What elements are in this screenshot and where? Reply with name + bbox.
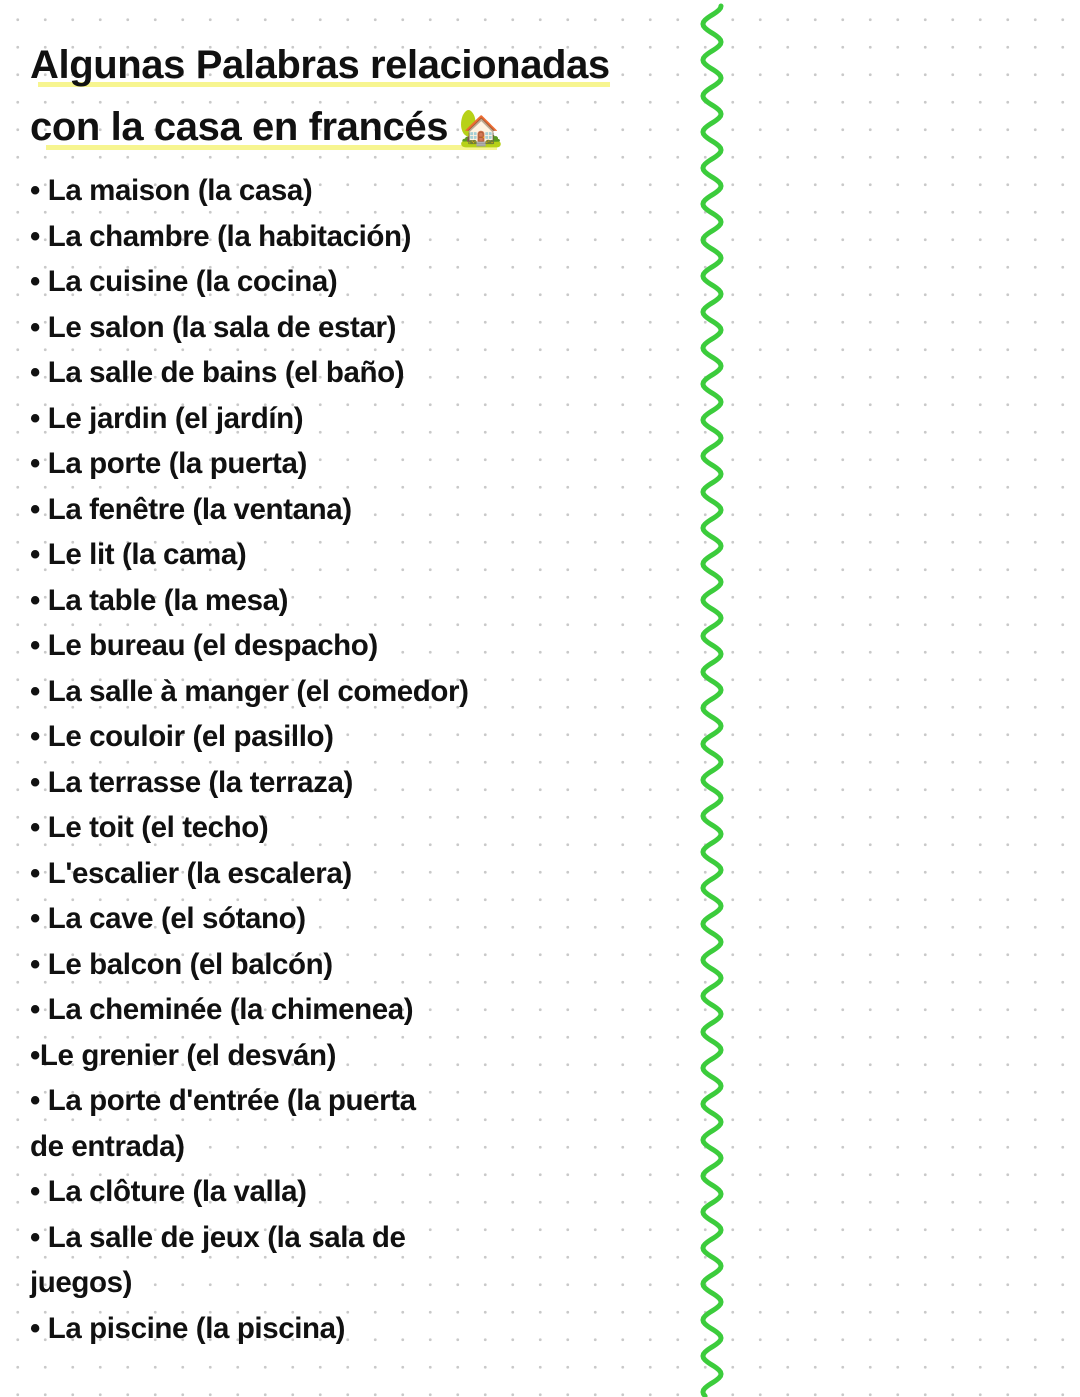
vocabulary-list (30, 168, 469, 1351)
vocabulary-item: • La cuisine (la cocina) (30, 265, 338, 298)
vocabulary-item: • La maison (la casa) (30, 174, 313, 207)
vocabulary-item: • La cave (el sótano) (30, 902, 306, 935)
page-title (30, 34, 610, 159)
vocabulary-item: • La salle à manger (el comedor) (30, 674, 469, 708)
vocabulary-item: • Le balcon (el balcón) (30, 947, 333, 981)
vocabulary-item: • La table (la mesa) (30, 583, 289, 617)
vocabulary-item: • La clôture (la valla) (30, 1175, 307, 1208)
title-line-2-text: con la casa en francés (30, 105, 449, 149)
title-line-2 (30, 96, 503, 159)
vocabulary-item: • La cheminée (la chimenea) (30, 993, 414, 1026)
vocabulary-item: • L'escalier (la escalera) (30, 856, 352, 890)
wavy-line (703, 6, 721, 1396)
vocabulary-item: • Le toit (el techo) (30, 811, 269, 844)
vocabulary-item: • La terrasse (la terraza) (30, 765, 353, 799)
vocabulary-item: • La porte (la puerta) (30, 447, 307, 480)
vocabulary-item: •Le grenier (el desván) (30, 1038, 337, 1072)
vocabulary-item: • La chambre (la habitación) (30, 219, 412, 253)
vocabulary-item: • Le salon (la sala de estar) (30, 310, 396, 344)
green-wavy-divider (690, 0, 740, 1397)
vocabulary-item: • Le couloir (el pasillo) (30, 720, 334, 753)
vocabulary-item: • Le lit (la cama) (30, 538, 247, 571)
vocabulary-item: • La fenêtre (la ventana) (30, 492, 352, 526)
house-with-garden-icon: 🏡 (458, 107, 504, 148)
vocabulary-item: • Le bureau (el despacho) (30, 629, 378, 662)
vocabulary-item: • Le jardin (el jardín) (30, 401, 304, 435)
vocabulary-item: • La porte d'entrée (la puerta de entrada) (30, 1084, 416, 1163)
vocabulary-item: • La salle de bains (el baño) (30, 356, 405, 389)
title-line-1: Algunas Palabras relacionadas (30, 34, 610, 96)
vocabulary-item: • La piscine (la piscina) (30, 1311, 346, 1345)
vocabulary-item: • La salle de jeux (la sala de juegos) (30, 1220, 406, 1299)
